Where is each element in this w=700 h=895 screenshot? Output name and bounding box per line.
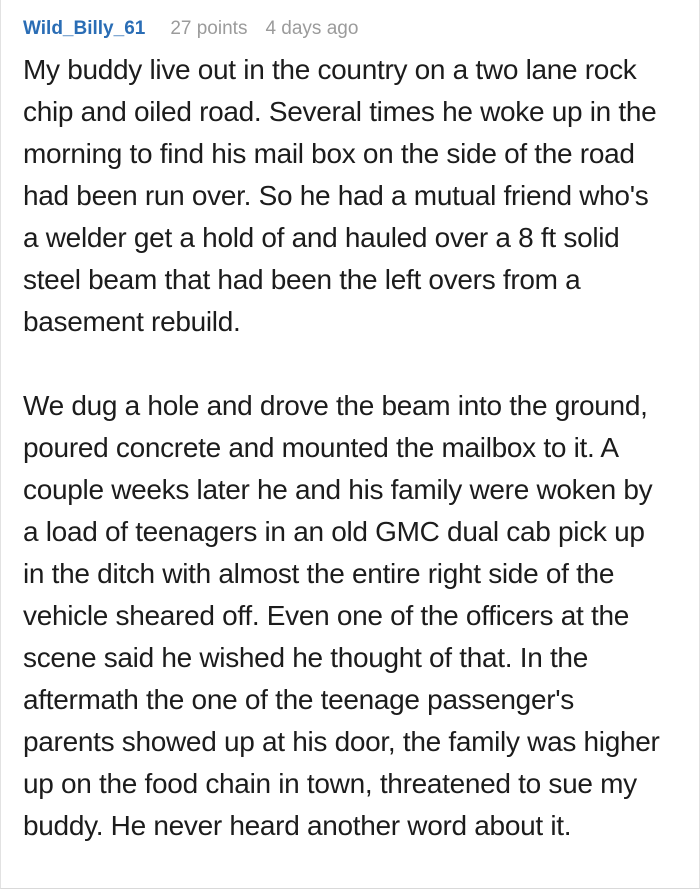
comment-paragraph: My buddy live out in the country on a two lane rock chip and oiled road. Several times he woke up in the morning to find his mail box on the side of the road had been run over. So he had a mutual friend who's a welder get a hold of and hauled over a 8 ft solid steel beam that had been the left overs from a basement rebuild. (23, 54, 657, 337)
comment-paragraph: We dug a hole and drove the beam into the ground, poured concrete and mounted the mailbox to it. A couple weeks later he and his family were woken by a load of teenagers in an old GMC dual cab pick up in the ditch with almost the entire right side of the vehicle sheared off. Even one of the officers at the scene said he wished he thought of that. In the aftermath the one of the teenage passenger's parents showed up at his door, the family was higher up on the food chain in town, threatened to sue my buddy. He never heard another word about it. (23, 390, 660, 841)
comment-timestamp: 4 days ago (265, 18, 359, 39)
comment-header (23, 17, 671, 41)
comment-points: 27 points (170, 18, 248, 39)
comment-username-link[interactable]: Wild_Billy_61 (23, 18, 146, 39)
comment-body (23, 49, 671, 847)
